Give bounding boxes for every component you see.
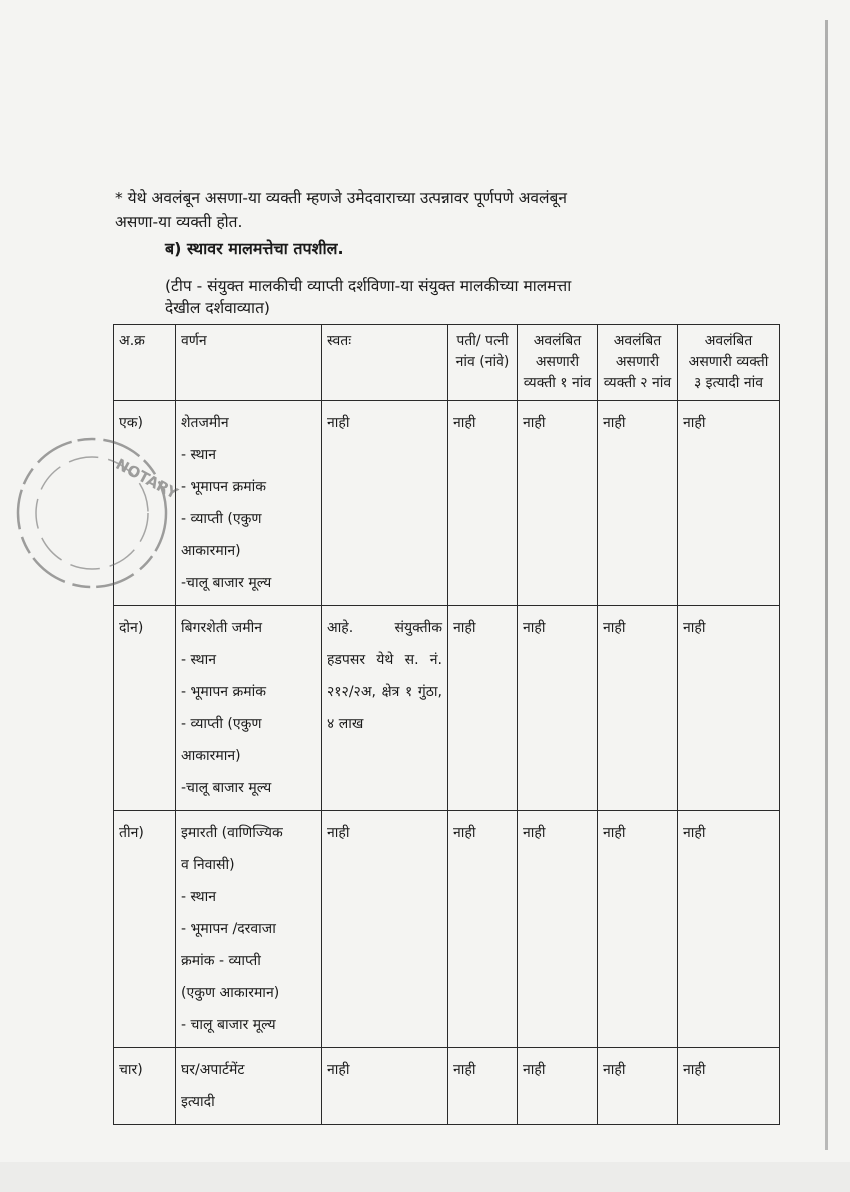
- spouse-cell: नाही: [448, 606, 518, 811]
- description-line: इत्यादी: [181, 1094, 215, 1110]
- description-line: - स्थान: [181, 447, 217, 463]
- dependent-3-cell: नाही: [678, 811, 780, 1048]
- description-cell: [176, 401, 322, 606]
- dependent-1-cell: नाही: [518, 606, 598, 811]
- header-dependent-2: अवलंबित असणारी व्यक्ती २ नांव: [598, 325, 678, 401]
- description-line: - स्थान: [181, 652, 217, 668]
- dependent-2-cell: नाही: [598, 401, 678, 606]
- description-cell: [176, 606, 322, 811]
- description-line: - व्याप्ती (एकुण: [181, 716, 262, 732]
- table-row: [114, 1048, 780, 1125]
- description-cell: [176, 811, 322, 1048]
- description-line: बिगरशेती जमीन: [181, 620, 262, 636]
- self-cell: नाही: [322, 401, 448, 606]
- spouse-cell: नाही: [448, 401, 518, 606]
- self-cell: नाही: [322, 811, 448, 1048]
- description-line: इमारती (वाणिज्यिक: [181, 825, 283, 841]
- description-line: शेतजमीन: [181, 415, 229, 431]
- description-line: घर/अपार्टमेंट: [181, 1062, 245, 1078]
- spouse-cell: नाही: [448, 811, 518, 1048]
- table-header-row: [114, 325, 780, 401]
- header-self: स्वतः: [322, 325, 448, 401]
- header-serial: अ.क्र: [114, 325, 176, 401]
- serial-cell: तीन): [114, 811, 176, 1048]
- scan-bottom-margin: [0, 1162, 850, 1192]
- dependent-2-cell: नाही: [598, 1048, 678, 1125]
- note-line-1: * येथे अवलंबून असणा-या व्यक्ती म्हणजे उमेदवाराच्या उत्पन्नावर पूर्णपणे अवलंबून: [115, 189, 568, 207]
- description-line: आकारमान): [181, 748, 241, 764]
- header-dependent-1: अवलंबित असणारी व्यक्ती १ नांव: [518, 325, 598, 401]
- note-line-2: असणा-या व्यक्ती होत.: [115, 213, 243, 231]
- tip-line-2: देखील दर्शवाव्यात): [165, 299, 270, 317]
- dependent-1-cell: नाही: [518, 401, 598, 606]
- dependent-note: [115, 186, 715, 234]
- description-line: - व्याप्ती (एकुण: [181, 511, 262, 527]
- description-line: (एकुण आकारमान): [181, 985, 280, 1001]
- description-line: - स्थान: [181, 889, 217, 905]
- description-line: - भूमापन क्रमांक: [181, 479, 267, 495]
- dependent-3-cell: नाही: [678, 401, 780, 606]
- description-cell: [176, 1048, 322, 1125]
- description-line: - भूमापन क्रमांक: [181, 684, 267, 700]
- serial-cell: चार): [114, 1048, 176, 1125]
- description-line: -चालू बाजार मूल्य: [181, 575, 272, 591]
- spouse-cell: नाही: [448, 1048, 518, 1125]
- svg-text:NOTARY: NOTARY: [112, 455, 181, 503]
- serial-cell: एक): [114, 401, 176, 606]
- description-line: -चालू बाजार मूल्य: [181, 780, 272, 796]
- dependent-3-cell: नाही: [678, 606, 780, 811]
- header-spouse: पती/ पत्नी नांव (नांवे): [448, 325, 518, 401]
- immovable-property-table: [113, 324, 780, 1125]
- section-heading: ब) स्थावर मालमत्तेचा तपशील.: [165, 239, 344, 258]
- self-cell: आहे. संयुक्तीक हडपसर येथे स. नं. २१२/२अ, क्षेत्र १ गुंठा, ४ लाख: [322, 606, 448, 811]
- description-line: - चालू बाजार मूल्य: [181, 1017, 276, 1033]
- tip-line-1: (टीप - संयुक्त मालकीची व्याप्ती दर्शविणा-या संयुक्त मालकीच्या मालमत्ता: [165, 277, 572, 295]
- dependent-2-cell: नाही: [598, 606, 678, 811]
- header-description: वर्णन: [176, 325, 322, 401]
- description-line: आकारमान): [181, 543, 241, 559]
- table-row: [114, 811, 780, 1048]
- scan-edge: [825, 20, 828, 1150]
- description-line: क्रमांक - व्याप्ती: [181, 953, 261, 969]
- header-dependent-3: अवलंबित असणारी व्यक्ती ३ इत्यादी नांव: [678, 325, 780, 401]
- dependent-1-cell: नाही: [518, 811, 598, 1048]
- dependent-1-cell: नाही: [518, 1048, 598, 1125]
- table-row: [114, 606, 780, 811]
- dependent-3-cell: नाही: [678, 1048, 780, 1125]
- tip-note: [165, 275, 730, 319]
- serial-cell: दोन): [114, 606, 176, 811]
- self-cell: नाही: [322, 1048, 448, 1125]
- description-line: व निवासी): [181, 857, 235, 873]
- description-line: - भूमापन /दरवाजा: [181, 921, 276, 937]
- table-row: [114, 401, 780, 606]
- dependent-2-cell: नाही: [598, 811, 678, 1048]
